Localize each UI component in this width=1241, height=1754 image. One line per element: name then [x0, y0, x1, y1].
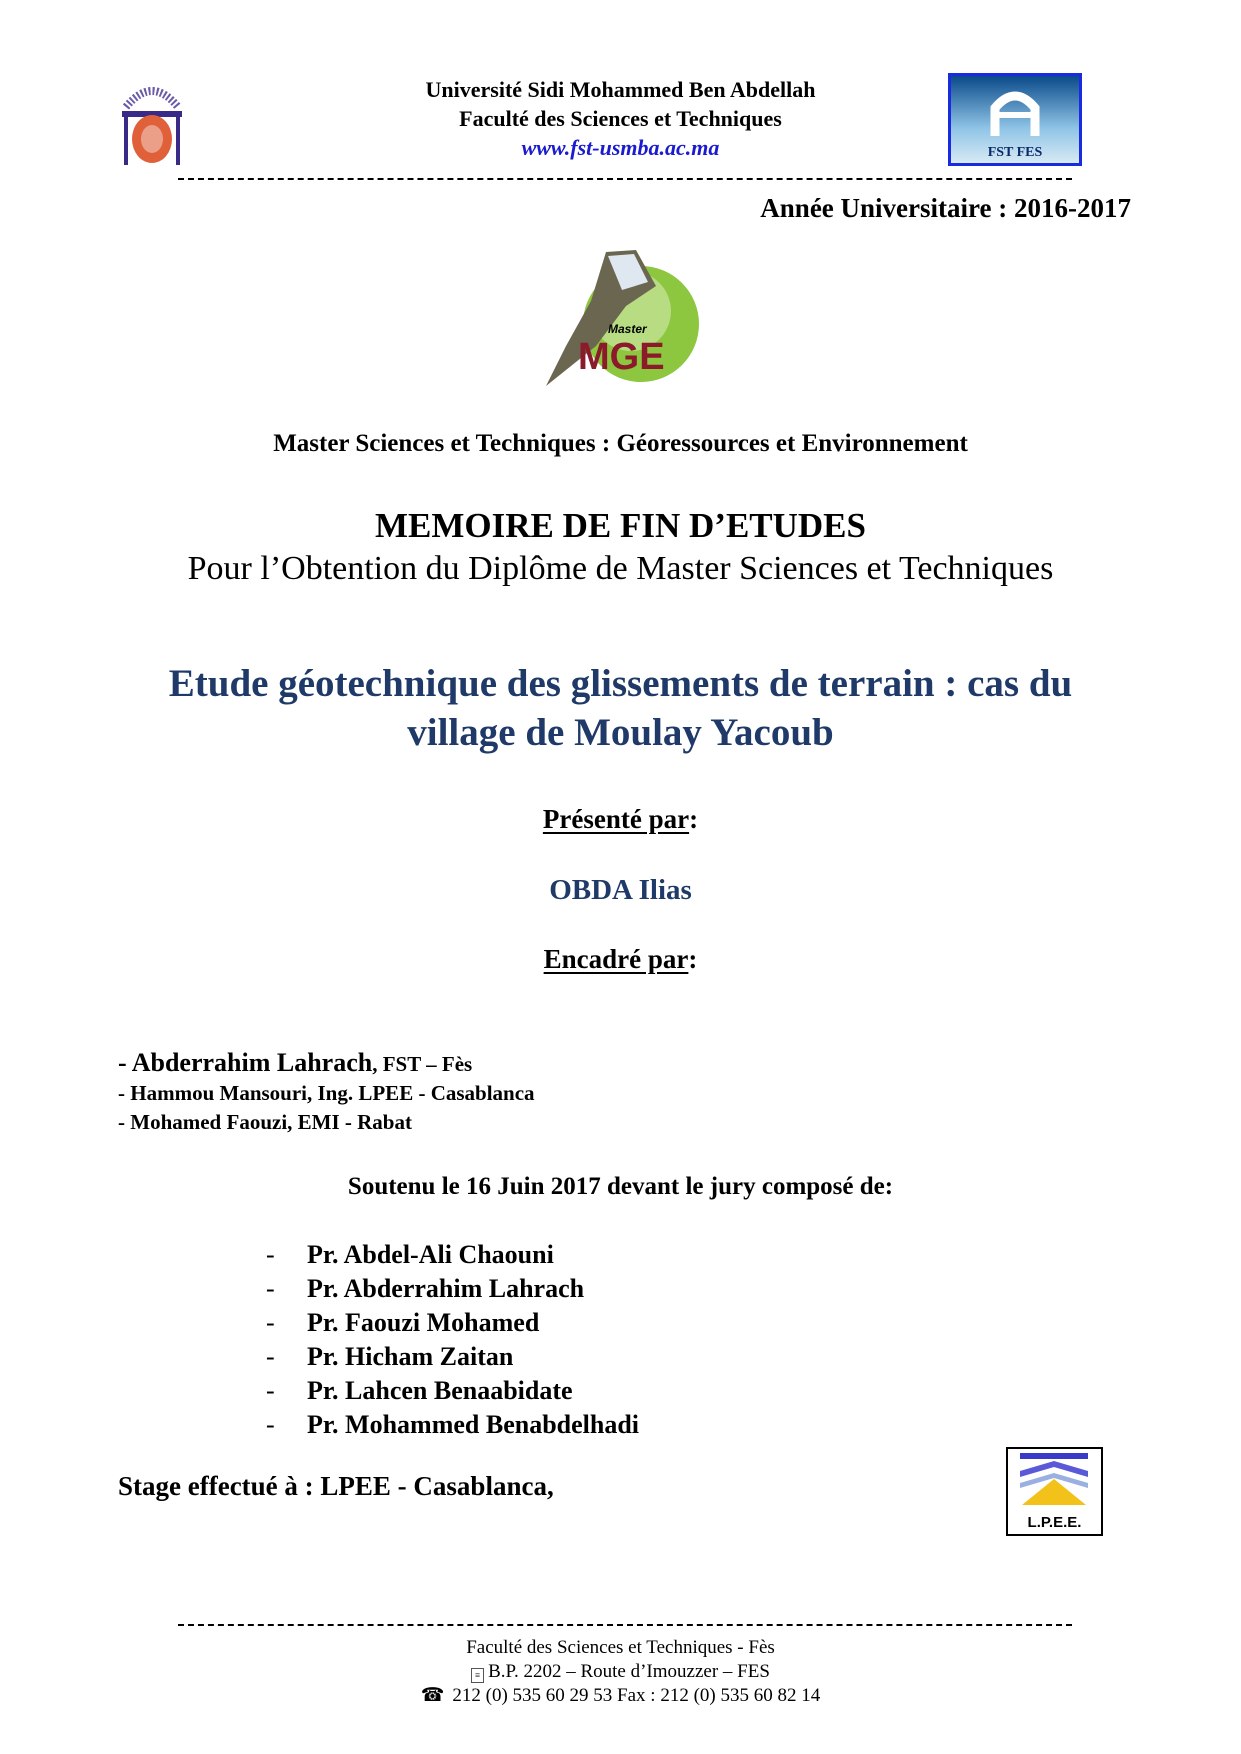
master-logo-text: MGE [578, 336, 665, 378]
supervisor-item [118, 1048, 472, 1078]
thesis-title-line-2: village de Moulay Yacoub [407, 711, 834, 754]
supervisor-name: - Abderrahim Lahrach [118, 1048, 373, 1077]
supervisor-item: - Mohamed Faouzi, EMI - Rabat [118, 1110, 412, 1134]
footer-faculty: Faculté des Sciences et Techniques - Fès [466, 1637, 775, 1658]
fst-fes-logo-text: FST FES [987, 145, 1043, 160]
university-name: Université Sidi Mohammed Ben Abdellah [425, 77, 816, 102]
memoire-subtitle: Pour l’Obtention du Diplôme de Master Sciences et Techniques [187, 550, 1054, 587]
footer-address: ≡ B.P. 2202 – Route d’Imouzzer – FES [0, 1660, 1241, 1684]
jury-list [266, 1238, 639, 1442]
master-logo-small-text: Master [608, 322, 647, 336]
defense-statement: Soutenu le 16 Juin 2017 devant le jury composé de: [347, 1173, 894, 1200]
program-name: Master Sciences et Techniques : Géoressources et Environnement [273, 430, 968, 457]
supervisor-affiliation: , FST – Fès [372, 1052, 473, 1076]
faculty-name: Faculté des Sciences et Techniques [459, 106, 782, 131]
jury-member: - Pr. Mohammed Benabdelhadi [266, 1410, 640, 1439]
jury-member: - Pr. Abdel-Ali Chaouni [266, 1240, 554, 1269]
jury-member: - Pr. Hicham Zaitan [266, 1342, 514, 1371]
memoire-title: MEMOIRE DE FIN D’ETUDES [374, 506, 866, 545]
jury-member: - Pr. Faouzi Mohamed [266, 1308, 540, 1337]
master-mge-logo [536, 246, 711, 396]
author-name: OBDA Ilias [549, 874, 692, 906]
lpee-logo [1006, 1447, 1103, 1536]
lpee-logo-text: L.P.E.E. [1027, 1514, 1082, 1531]
jury-member: - Pr. Abderrahim Lahrach [266, 1274, 585, 1303]
thesis-title-line-1: Etude géotechnique des glissements de terrain : cas du [168, 662, 1073, 705]
fst-fes-logo [948, 73, 1082, 166]
supervised-by-label: Encadré par [543, 944, 689, 974]
header-divider [178, 178, 1072, 180]
website-link[interactable]: www.fst-usmba.ac.ma [521, 135, 720, 160]
presented-by-heading: Présenté par: [542, 804, 699, 834]
academic-year: Année Universitaire : 2016-2017 [760, 193, 1131, 223]
internship-location: Stage effectué à : LPEE - Casablanca, [118, 1471, 554, 1501]
supervised-by-heading: Encadré par: [543, 944, 698, 974]
presented-by-label: Présenté par [542, 804, 690, 834]
jury-member: - Pr. Lahcen Benaabidate [266, 1376, 573, 1405]
footer-divider [178, 1624, 1072, 1626]
phone-icon: ☎ [420, 1685, 445, 1706]
mailbox-icon: ≡ [471, 1668, 484, 1683]
supervisor-item: - Hammou Mansouri, Ing. LPEE - Casablanca [118, 1081, 535, 1105]
footer-phone: ☎ 212 (0) 535 60 29 53 Fax : 212 (0) 535 60 82 14 [420, 1685, 821, 1706]
